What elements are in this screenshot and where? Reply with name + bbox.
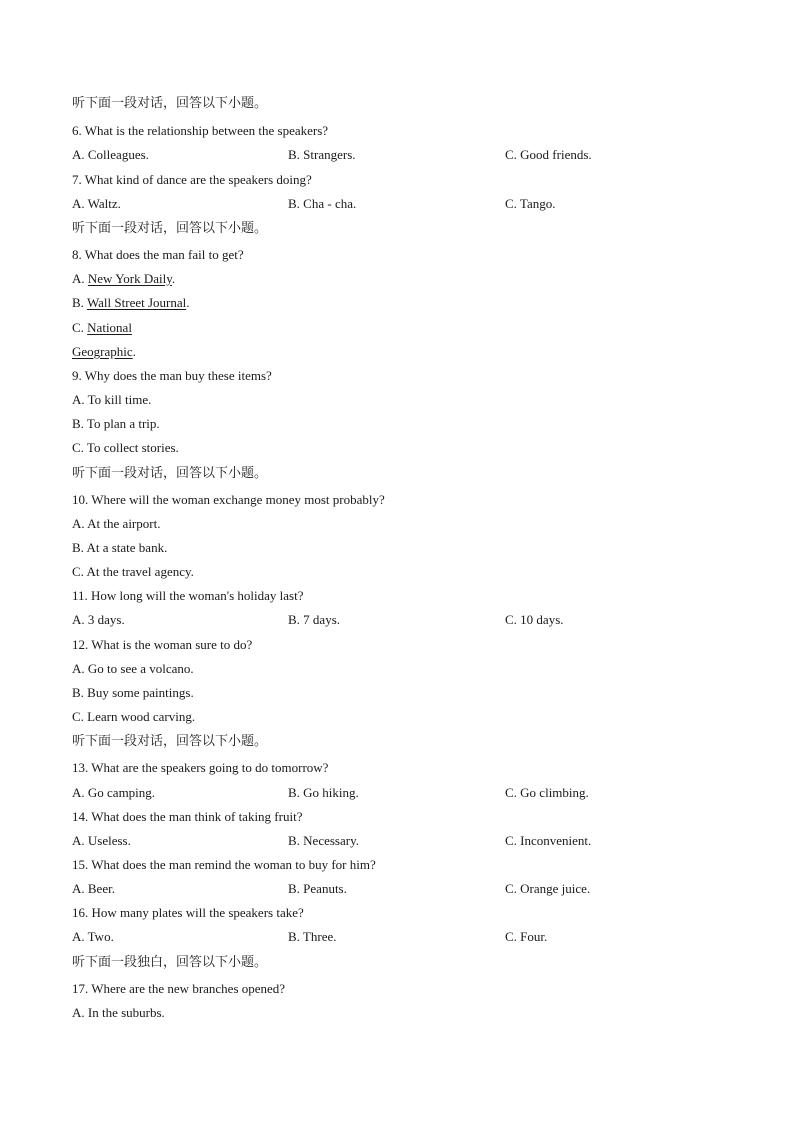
option-letter: B. xyxy=(72,295,87,310)
publication-title: National xyxy=(87,320,132,335)
q15-option-c: C. Orange juice. xyxy=(505,881,591,896)
q16-option-b: B. Three. xyxy=(288,929,337,944)
q9-option-a: A. To kill time. xyxy=(72,392,152,407)
publication-title: Wall Street Journal xyxy=(86,295,187,310)
section-instruction: 听下面一段独白，回答以下小题。 xyxy=(72,955,268,970)
q14-option-a: A. Useless. xyxy=(72,833,131,848)
section-instruction: 听下面一段对话，回答以下小题。 xyxy=(72,734,268,749)
q6-option-a: A. Colleagues. xyxy=(72,147,149,162)
q8-option-b xyxy=(72,295,190,311)
q7-option-c: C. Tango. xyxy=(505,196,556,211)
question-15: 15. What does the man remind the woman to buy for him? xyxy=(72,857,376,872)
q13-option-c: C. Go climbing. xyxy=(505,785,589,800)
question-14: 14. What does the man think of taking fruit? xyxy=(72,809,303,824)
q15-option-a: A. Beer. xyxy=(72,881,115,896)
q11-option-c: C. 10 days. xyxy=(505,612,564,627)
q14-option-c: C. Inconvenient. xyxy=(505,833,592,848)
q13-option-a: A. Go camping. xyxy=(72,785,156,800)
q8-option-a xyxy=(72,271,175,287)
punctuation: . xyxy=(132,344,136,359)
q6-option-c: C. Good friends. xyxy=(505,147,592,162)
q6-option-b: B. Strangers. xyxy=(288,147,356,162)
q8-option-c xyxy=(72,320,132,336)
q10-option-b: B. At a state bank. xyxy=(72,540,168,555)
question-6: 6. What is the relationship between the speakers? xyxy=(72,123,329,138)
q9-option-c: C. To collect stories. xyxy=(72,440,179,455)
question-10: 10. Where will the woman exchange money most probably? xyxy=(72,492,385,507)
publication-title: Geographic xyxy=(72,344,133,359)
punctuation: . xyxy=(171,271,176,286)
q17-option-a: A. In the suburbs. xyxy=(72,1005,165,1020)
question-8: 8. What does the man fail to get? xyxy=(72,247,244,262)
option-letter: C. xyxy=(72,320,88,335)
option-letter: A. xyxy=(72,271,88,286)
question-17: 17. Where are the new branches opened? xyxy=(72,981,286,996)
q11-option-b: B. 7 days. xyxy=(288,612,340,627)
q12-option-c: C. Learn wood carving. xyxy=(72,709,196,724)
question-7: 7. What kind of dance are the speakers doing? xyxy=(72,172,312,187)
question-13: 13. What are the speakers going to do tomorrow? xyxy=(72,760,329,775)
q9-option-b: B. To plan a trip. xyxy=(72,416,160,431)
question-11: 11. How long will the woman's holiday last? xyxy=(72,588,304,603)
publication-title: New York Daily xyxy=(87,271,172,286)
punctuation: . xyxy=(186,295,190,310)
q16-option-c: C. Four. xyxy=(505,929,548,944)
q13-option-b: B. Go hiking. xyxy=(288,785,359,800)
section-instruction: 听下面一段对话，回答以下小题。 xyxy=(72,221,268,236)
q12-option-b: B. Buy some paintings. xyxy=(72,685,194,700)
q8-option-c-continued xyxy=(72,344,136,360)
q10-option-a: A. At the airport. xyxy=(72,516,161,531)
q12-option-a: A. Go to see a volcano. xyxy=(72,661,194,676)
q15-option-b: B. Peanuts. xyxy=(288,881,347,896)
section-instruction: 听下面一段对话，回答以下小题。 xyxy=(72,96,268,111)
question-12: 12. What is the woman sure to do? xyxy=(72,637,253,652)
q10-option-c: C. At the travel agency. xyxy=(72,564,194,579)
q11-option-a: A. 3 days. xyxy=(72,612,125,627)
question-9: 9. Why does the man buy these items? xyxy=(72,368,272,383)
question-16: 16. How many plates will the speakers take? xyxy=(72,905,304,920)
q7-option-a: A. Waltz. xyxy=(72,196,121,211)
section-instruction: 听下面一段对话，回答以下小题。 xyxy=(72,466,268,481)
q7-option-b: B. Cha - cha. xyxy=(288,196,357,211)
q14-option-b: B. Necessary. xyxy=(288,833,359,848)
q16-option-a: A. Two. xyxy=(72,929,114,944)
